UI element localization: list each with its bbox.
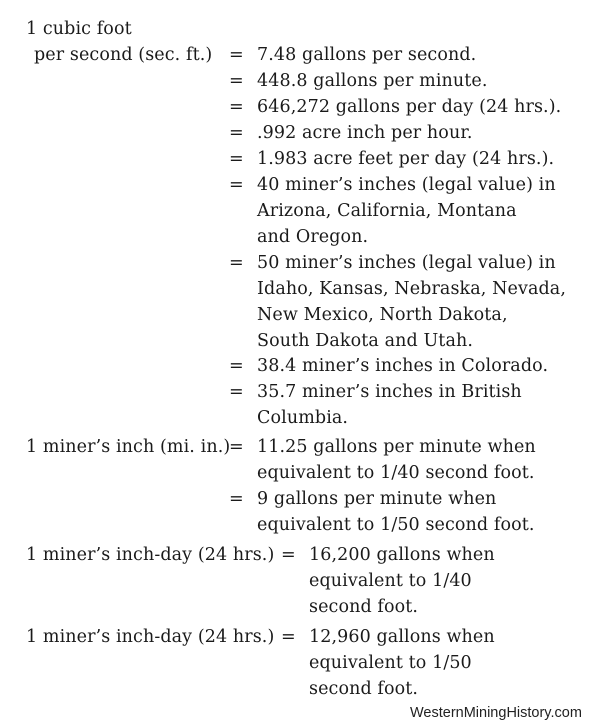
equals-sign: =	[229, 71, 244, 91]
conversion-value: 38.4 miner’s inches in Colorado.	[257, 356, 549, 376]
conversion-value-continued: equivalent to 1/50	[309, 653, 472, 673]
equals-sign: =	[229, 97, 244, 117]
conversion-value-continued: New Mexico, North Dakota,	[257, 305, 508, 325]
conversion-value-continued: second foot.	[309, 679, 419, 699]
miners-inch-label: 1 miner’s inch (mi. in.)	[26, 437, 231, 457]
equals-sign: =	[229, 175, 244, 195]
conversion-value-continued: South Dakota and Utah.	[257, 331, 474, 351]
site-watermark: WesternMiningHistory.com	[410, 705, 582, 721]
conversion-value: 9 gallons per minute when	[257, 489, 497, 509]
equals-sign: =	[229, 437, 244, 457]
conversion-value: 448.8 gallons per minute.	[257, 71, 488, 91]
conversion-value: .992 acre inch per hour.	[257, 123, 473, 143]
conversion-value: 12,960 gallons when	[309, 627, 495, 647]
equals-sign: =	[281, 545, 296, 565]
miners-inch-day-label: 1 miner’s inch-day (24 hrs.)	[26, 627, 275, 647]
conversion-value: 1.983 acre feet per day (24 hrs.).	[257, 149, 555, 169]
conversion-value-continued: Idaho, Kansas, Nebraska, Nevada,	[257, 279, 566, 299]
cubic-foot-label-line2: per second (sec. ft.)	[34, 45, 213, 65]
conversion-value-continued: Columbia.	[257, 408, 349, 428]
conversion-value: 646,272 gallons per day (24 hrs.).	[257, 97, 562, 117]
equals-sign: =	[229, 356, 244, 376]
conversion-value: 40 miner’s inches (legal value) in	[257, 175, 556, 195]
conversion-value-continued: equivalent to 1/40 second foot.	[257, 463, 535, 483]
equals-sign: =	[229, 253, 244, 273]
conversion-value-continued: equivalent to 1/40	[309, 571, 472, 591]
cubic-foot-label-line1: 1 cubic foot	[26, 19, 132, 39]
conversion-value-continued: second foot.	[309, 597, 419, 617]
conversion-value: 11.25 gallons per minute when	[257, 437, 536, 457]
equals-sign: =	[229, 45, 244, 65]
conversion-value: 50 miner’s inches (legal value) in	[257, 253, 556, 273]
conversion-value: 7.48 gallons per second.	[257, 45, 477, 65]
miners-inch-day-label: 1 miner’s inch-day (24 hrs.)	[26, 545, 275, 565]
equals-sign: =	[229, 149, 244, 169]
conversion-value: 35.7 miner’s inches in British	[257, 382, 522, 402]
conversion-value-continued: equivalent to 1/50 second foot.	[257, 515, 535, 535]
equals-sign: =	[229, 489, 244, 509]
equals-sign: =	[281, 627, 296, 647]
conversion-value-continued: and Oregon.	[257, 227, 369, 247]
conversion-value-continued: Arizona, California, Montana	[257, 201, 517, 221]
equals-sign: =	[229, 382, 244, 402]
conversion-value: 16,200 gallons when	[309, 545, 495, 565]
equals-sign: =	[229, 123, 244, 143]
